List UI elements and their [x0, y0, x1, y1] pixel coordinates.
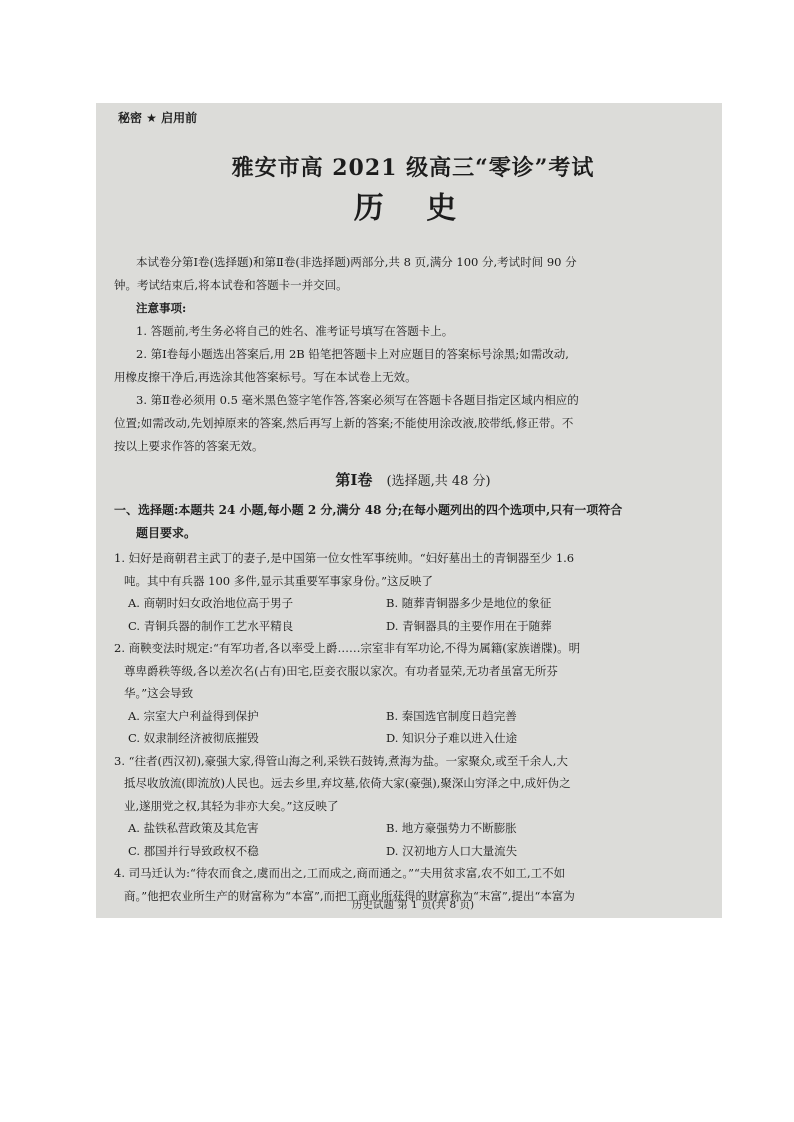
options [114, 705, 712, 750]
question-3 [114, 750, 712, 863]
intro-line: 本试卷分第Ⅰ卷(选择题)和第Ⅱ卷(非选择题)两部分,共 8 页,满分 100 分,考试时间 90 分 [136, 255, 577, 269]
question-stem: 尊卑爵秩等级,各以差次名(占有)田宅,臣妾衣服以家次。有功者显荣,无功者虽富无所芬 [124, 663, 558, 678]
question-stem: 4. 司马迁认为:“待农而食之,虞而出之,工而成之,商而通之。”“夫用贫求富,农不如工,工不如 [114, 866, 566, 880]
volume-desc: (选择题,共 48 分) [386, 474, 491, 489]
question-list [114, 547, 712, 907]
question-stem: 3. “往者(西汉初),豪强大家,得管山海之利,采铁石鼓铸,煮海为盐。一家聚众,或至千余人,大 [114, 753, 568, 768]
section-heading [114, 499, 712, 545]
question-1 [114, 547, 712, 637]
section-line: 一、选择题:本题共 24 小题,每小题 2 分,满分 48 分;在每小题列出的四个选项中,只有一项符合 [114, 503, 623, 517]
options [114, 817, 712, 862]
volume-name: 第Ⅰ卷 [335, 471, 373, 489]
question-stem: 抵尽收放流(即流放)人民也。远去乡里,弃坟墓,依倚大家(豪强),聚深山穷泽之中,成奸伪之 [124, 776, 571, 790]
question-stem: 1. 妇好是商朝君主武丁的妻子,是中国第一位女性军事统帅。“妇好墓出土的青铜器至少 1.6 [114, 551, 575, 565]
option-a: A. 宗室大户利益得到保护 [128, 708, 259, 723]
note-line: 1. 答题前,考生务必将自己的姓名、准考证号填写在答题卡上。 [136, 324, 454, 338]
option-c: C. 郡国并行导致政权不稳 [128, 843, 259, 858]
question-stem: 2. 商鞅变法时规定:“有军功者,各以率受上爵……宗室非有军功论,不得为属籍(家族谱牒)。明 [114, 641, 581, 655]
option-c: C. 奴隶制经济被彻底摧毁 [128, 731, 259, 745]
question-stem: 吨。其中有兵器 100 多件,显示其重要军事家身份。”这反映了 [124, 573, 434, 588]
note-line: 用橡皮擦干净后,再选涂其他答案标号。写在本试卷上无效。 [114, 370, 417, 384]
notes-heading: 注意事项: [136, 301, 187, 315]
exam-title: 雅安市高 2021 级高三“零诊”考试 [231, 155, 595, 181]
option-d: D. 汉初地方人口大量流失 [386, 843, 518, 858]
intro-line: 钟。考试结束后,将本试卷和答题卡一并交回。 [114, 278, 348, 292]
option-b: B. 随葬青铜器多少是地位的象征 [386, 596, 552, 610]
option-d: D. 知识分子难以进入仕途 [386, 731, 518, 745]
options [114, 592, 712, 637]
option-b: B. 地方豪强势力不断膨胀 [386, 821, 517, 835]
question-stem: 华。”这会导致 [124, 686, 194, 700]
note-line: 按以上要求作答的答案无效。 [114, 439, 264, 453]
note-line: 2. 第Ⅰ卷每小题选出答案后,用 2B 铅笔把答题卡上对应题目的答案标号涂黑;如需改动, [136, 347, 569, 361]
subject-title: 历 史 [353, 191, 473, 226]
option-c: C. 青铜兵器的制作工艺水平精良 [128, 618, 294, 633]
section-line: 题目要求。 [136, 526, 197, 540]
instructions [114, 251, 712, 458]
question-stem: 商。”他把农业所生产的财富称为“本富”,而把工商业所获得的财富称为“末富”,提出“本富为 [124, 888, 575, 903]
note-line: 3. 第Ⅱ卷必须用 0.5 毫米黑色签字笔作答,答案必须写在答题卡各题目指定区域内相应的 [136, 393, 579, 407]
option-a: A. 盐铁私营政策及其危害 [128, 821, 259, 835]
secret-label: 秘密 ★ 启用前 [118, 111, 198, 125]
volume-heading [114, 469, 712, 490]
option-b: B. 秦国选官制度日趋完善 [386, 708, 517, 723]
exam-paper-photo [96, 103, 722, 918]
option-a: A. 商朝时妇女政治地位高于男子 [128, 596, 294, 610]
page-footer: 历史试题 第 1 页(共 8 页) [351, 899, 475, 911]
question-stem: 业,遂朋党之权,其轻为非亦大矣。”这反映了 [124, 798, 339, 813]
question-2 [114, 637, 712, 750]
option-d: D. 青铜器具的主要作用在于随葬 [386, 618, 552, 633]
note-line: 位置;如需改动,先划掉原来的答案,然后再写上新的答案;不能使用涂改液,胶带纸,修正带。不 [114, 416, 574, 430]
